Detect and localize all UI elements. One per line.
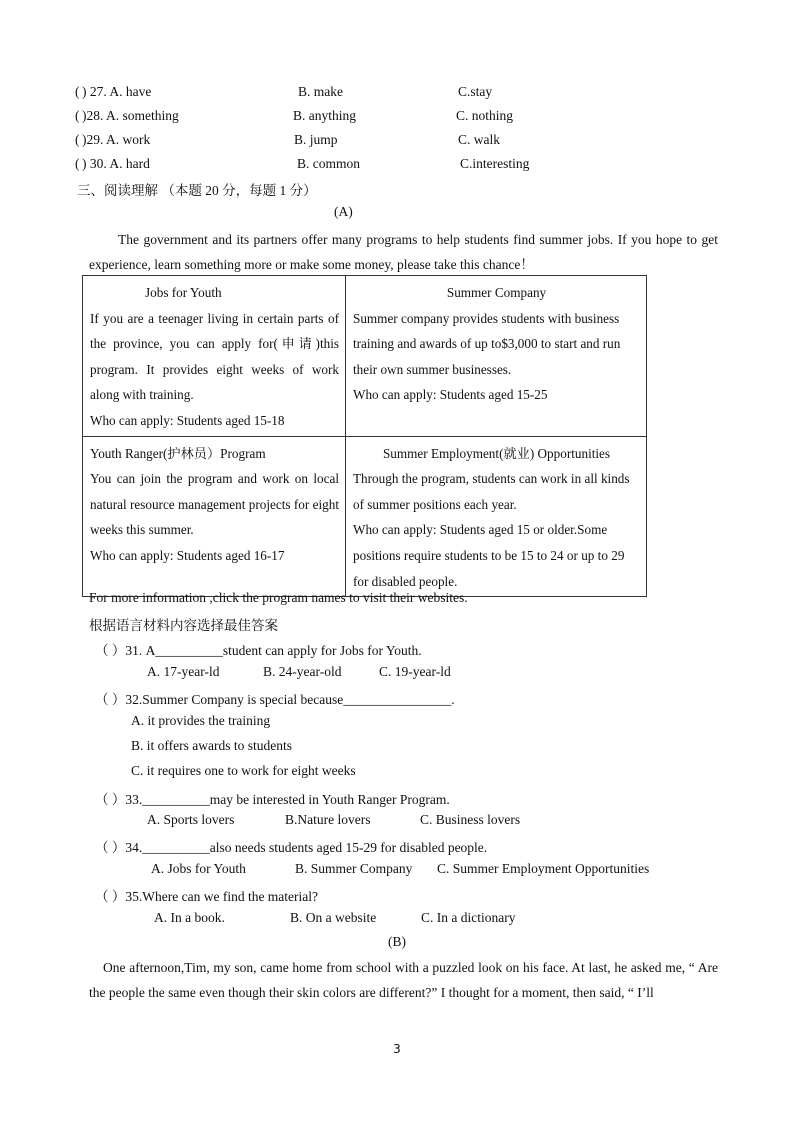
passage-b-text: One afternoon,Tim, my son, came home from school with a puzzled look on his face. At last, he asked me, “ Are the people the same even though their skin colors are different?” I thought for a moment, then said, “ I’ll: [89, 960, 718, 1000]
q31-option-a: A. 17-year-ld: [147, 664, 220, 679]
choice-b: B. make: [298, 84, 343, 99]
program-jobs-for-youth: [83, 276, 346, 437]
q34-option-c: C. Summer Employment Opportunities: [437, 861, 650, 876]
program-body: Summer company provides students with business training and awards of up to$3,000 to start and run their own summer businesses.: [353, 310, 621, 377]
program-title: Jobs for Youth: [145, 285, 222, 300]
program-body: If you are a teenager living in certain parts of the province, you can apply for(申请)this program. It provides eight weeks of work along with training.: [90, 310, 339, 403]
choice-a: )28. A. something: [82, 108, 179, 123]
question-instruction: 根据语言材料内容选择最佳答案: [89, 618, 278, 633]
q32-option-a: A. it provides the training: [131, 713, 271, 728]
choice-a: ) 30. A. hard: [82, 156, 150, 171]
choice-a: ) 27. A. have: [82, 84, 152, 99]
program-eligibility: Who can apply: Students aged 15 or older.Some positions require students to be 15 to 24 or up to 29 for disabled people.: [353, 522, 625, 589]
q31-option-b: B. 24-year-old: [263, 664, 342, 679]
choice-c: C.stay: [458, 84, 493, 99]
q33-option-b: B.Nature lovers: [285, 812, 371, 827]
program-title: Youth Ranger(护林员）Program: [90, 445, 266, 461]
section-heading: 三、阅读理解 （本题 20 分，每题 1 分）: [77, 183, 317, 198]
program-body: Through the program, students can work in all kinds of summer positions each year.: [353, 471, 630, 512]
question-35-stem: （ ）35.Where can we find the material?: [95, 889, 319, 904]
passage-b-label: (B): [388, 934, 406, 949]
answer-paren: (: [75, 108, 80, 123]
choice-c: C. walk: [458, 132, 500, 147]
choice-c: C. nothing: [456, 108, 514, 123]
q33-option-c: C. Business lovers: [420, 812, 521, 827]
q34-option-a: A. Jobs for Youth: [151, 861, 246, 876]
question-34-stem: （ ）34.__________also needs students aged 15-29 for disabled people.: [95, 840, 488, 855]
choice-b: B. common: [297, 156, 360, 171]
q35-option-c: C. In a dictionary: [421, 910, 516, 925]
answer-paren: (: [75, 84, 80, 99]
program-summer-employment: [346, 436, 647, 597]
q35-option-a: A. In a book.: [154, 910, 225, 925]
answer-paren: (: [75, 132, 80, 147]
answer-paren: (: [75, 156, 80, 171]
q32-option-b: B. it offers awards to students: [131, 738, 292, 753]
program-eligibility: Who can apply: Students aged 15-25: [353, 387, 548, 403]
passage-a-label: (A): [334, 204, 353, 219]
choice-b: B. anything: [293, 108, 356, 123]
program-eligibility: Who can apply: Students aged 16-17: [90, 547, 285, 563]
program-youth-ranger: [83, 436, 346, 597]
program-title: Summer Employment(就业) Opportunities: [382, 445, 611, 461]
program-body: You can join the program and work on local natural resource management projects for eight weeks this summer.: [90, 471, 339, 538]
program-eligibility: Who can apply: Students aged 15-18: [90, 412, 285, 428]
more-info-line: For more information ,click the program names to visit their websites.: [89, 590, 468, 605]
program-title: Summer Company: [446, 285, 547, 300]
programs-table: [82, 275, 647, 597]
page-number: 3: [393, 1042, 401, 1056]
q31-option-c: C. 19-year-ld: [379, 664, 451, 679]
q33-option-a: A. Sports lovers: [147, 812, 235, 827]
question-31-stem: （ ）31. A__________student can apply for Jobs for Youth.: [95, 643, 422, 658]
passage-a-intro: The government and its partners offer many programs to help students find summer jobs. If you hope to get experience, learn something more or make some money, please take this chance！: [89, 232, 718, 272]
q34-option-b: B. Summer Company: [295, 861, 413, 876]
question-33-stem: （ ）33.__________may be interested in Youth Ranger Program.: [95, 792, 450, 807]
choice-a: )29. A. work: [82, 132, 151, 147]
q35-option-b: B. On a website: [290, 910, 377, 925]
program-summer-company: [346, 276, 647, 437]
choice-c: C.interesting: [460, 156, 530, 171]
question-32-stem: （ ）32.Summer Company is special because________________.: [95, 692, 455, 707]
choice-b: B. jump: [294, 132, 338, 147]
q32-option-c: C. it requires one to work for eight weeks: [131, 763, 356, 778]
